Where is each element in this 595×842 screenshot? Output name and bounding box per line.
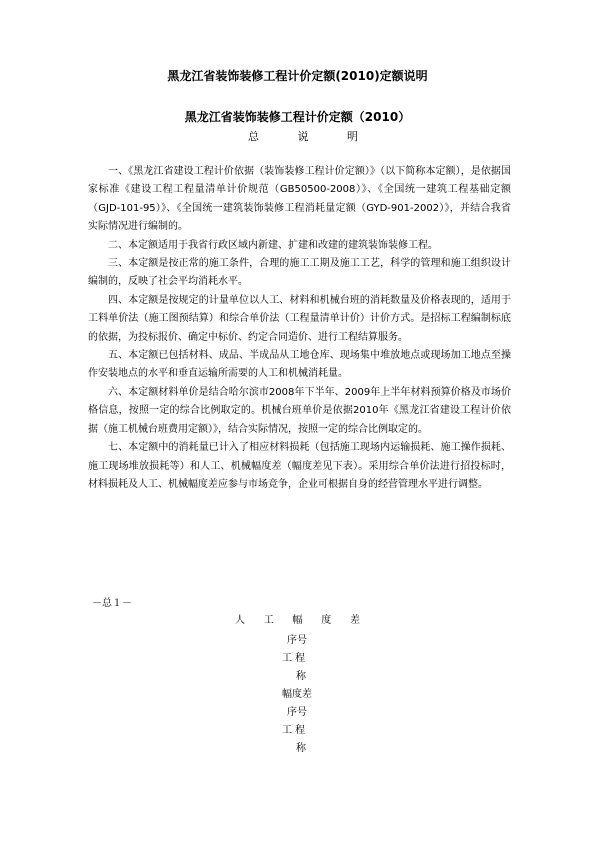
table-label-serial-number: 序号 [287, 635, 307, 646]
table-title-char: 工 [263, 615, 274, 626]
overview-heading-char: 说 [297, 130, 309, 143]
document-subtitle: 黑龙江省装饰装修工程计价定额（2010） [184, 110, 411, 124]
paragraph-5: 五、本定额已包括材料、成品、半成品从工地仓库、现场集中堆放地点或现场加工地点至操作安装地点的水平和垂直运输所需要的人工和机械消耗量。 [88, 350, 511, 380]
table-label-project: 工 程 [282, 653, 306, 664]
table-title-char: 人 [235, 615, 245, 626]
paragraph-1: 一、《黑龙江省建设工程计价依据（装饰装修工程计价定额）》（以下简称本定额），是依据国家标准《建设工程工程量清单计价规范（GB50500-2008）》、《全国统一建筑工程基础定额（GJD-101-95）》、《全国统一建筑装饰装修工程消耗量定额（GYD-901-2002）》，并结合我省实际情况进行编制的。 [88, 166, 511, 233]
table-title-char: 度 [321, 615, 332, 626]
paragraph-6: 六、本定额材料单价是结合哈尔滨市2008年下半年、2009年上半年材料预算价格及市场价格信息，按照一定的综合比例取定的。机械台班单价是依据2010年《黑龙江省建设工程计价依据（施工机械台班费用定额）》，结合实际情况，按照一定的综合比例取定的。 [88, 386, 511, 435]
paragraph-7: 七、本定额中的消耗量已计入了相应材料损耗（包括施工现场内运输损耗、施工操作损耗、施工现场堆放损耗等）和人工、机械幅度差（幅度差见下表）。采用综合单价法进行招投标时，材料损耗及人工、机械幅度差应参与市场竞争，企业可根据自身的经营管理水平进行调整。 [88, 442, 511, 490]
table-label-name: 称 [296, 743, 306, 754]
table-label-serial-number: 序号 [287, 707, 307, 718]
overview-heading [248, 129, 358, 145]
table-title-char: 差 [350, 615, 360, 626]
overview-heading-char: 明 [347, 130, 358, 143]
table-label-name: 称 [296, 671, 306, 682]
page-number: －总１－ [92, 598, 132, 609]
paragraph-2: 二、本定额适用于我省行政区域内新建、扩建和改建的建筑装饰装修工程。 [108, 239, 438, 251]
body-text [88, 163, 511, 494]
document-title: 黑龙江省装饰装修工程计价定额(2010)定额说明 [167, 69, 428, 83]
paragraph-4: 四、本定额是按规定的计量单位以人工、材料和机械台班的消耗数量及价格表现的，适用于工料单价法（施工图预结算）和综合单价法（工程量清单计价）计价方式。是招标工程编制标底的依据，为投标报价、确定中标价、约定合同造价、进行工程结算服务。 [88, 294, 511, 343]
table-title-char: 幅 [292, 615, 303, 626]
overview-heading-char: 总 [248, 130, 259, 143]
table-label-project: 工 程 [282, 725, 306, 736]
table-title [235, 613, 360, 629]
table-label-margin: 幅度差 [282, 689, 312, 700]
paragraph-3: 三、本定额是按正常的施工条件，合理的施工工期及施工工艺，科学的管理和施工组织设计编制的，反映了社会平均消耗水平。 [88, 258, 511, 288]
